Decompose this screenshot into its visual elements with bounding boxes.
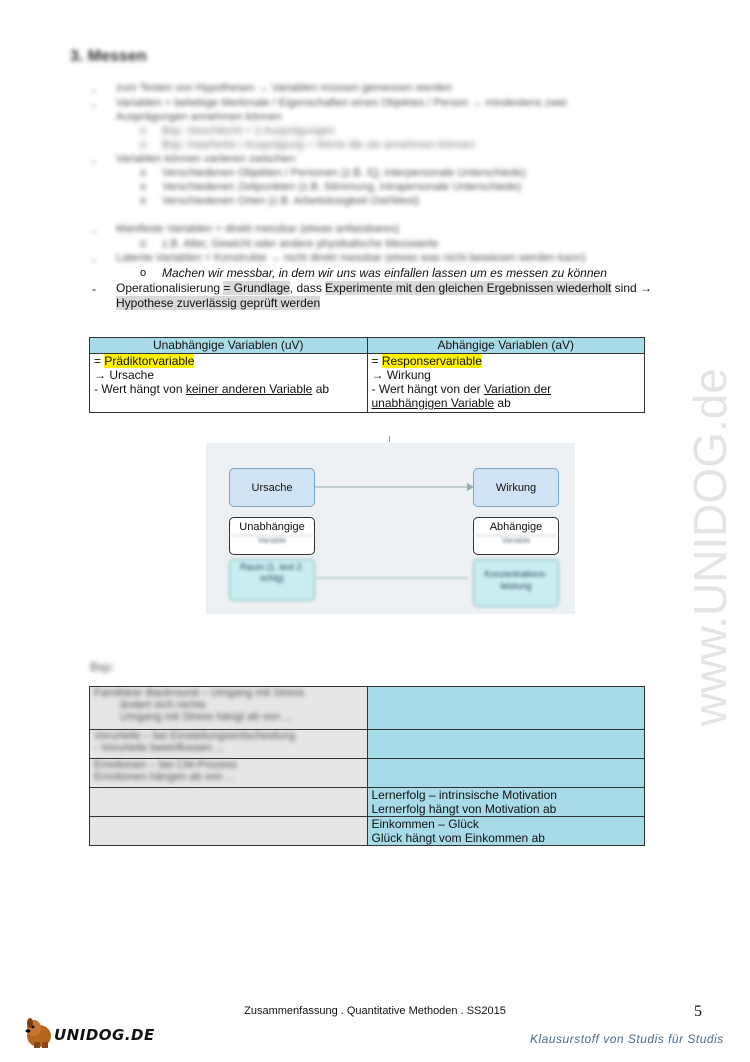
cell-text: - Wert hängt von — [94, 382, 186, 396]
table-cell — [367, 730, 645, 759]
cell-text: Emotionen hängen ab von ... — [94, 771, 235, 783]
bullet-dash: - — [92, 224, 96, 238]
bullet-line: Manifeste Variablen = direkt messbar (etwas anfassbares) — [116, 223, 400, 235]
op-term: Operationalisierung — [116, 281, 224, 295]
tagline: Klausurstoff von Studis für Studis — [530, 1032, 724, 1046]
bullet-line: Bsp: Haarfarbe / Ausprägung = Werte die sie annehmen können — [162, 139, 475, 151]
table-cell — [90, 354, 368, 413]
bullet-dash: - — [92, 98, 96, 112]
cell-text: Emotionen – bei CM-Prozess — [94, 759, 238, 771]
box-label: Konzentrations-leistung — [484, 569, 548, 591]
table-cell — [90, 730, 368, 759]
sub-bullet: o — [140, 167, 147, 179]
bullet-line: Bsp: Geschlecht = 2 Ausprägungen — [162, 125, 335, 137]
sub-bullet: o — [140, 267, 147, 279]
table-cell — [367, 759, 645, 788]
example-label: Bsp: — [90, 660, 115, 674]
bullet-line: z.B. Alter, Gewicht oder andere physikalische Messwerte — [162, 238, 439, 250]
cell-text: - Vorurteile beeinflussen ... — [94, 742, 225, 754]
sub-bullet: o — [140, 125, 147, 137]
independent-var-box — [229, 517, 315, 555]
sub-bullet: o — [140, 139, 147, 151]
bullet-dash: - — [92, 282, 96, 296]
box-label: Abhängige — [489, 521, 543, 533]
sub-bullet: o — [140, 195, 147, 207]
cell-text: Lernerfolg hängt von Motivation ab — [371, 802, 557, 816]
cell-highlight: Prädiktorvariable — [104, 354, 195, 368]
bullet-dash: - — [92, 154, 96, 168]
cell-text: → Wirkung — [371, 368, 431, 382]
example-table — [89, 686, 645, 846]
bullet-line: Latente Variablen = Konstrukte → nicht direkt messbar (etwas was nicht bewiesen werden kann) — [116, 252, 586, 264]
op-hypothese: Hypothese zuverlässig geprüft werden — [116, 296, 321, 310]
sub-bullet: o — [140, 238, 147, 250]
watermark: www.UNIDOG.de — [684, 368, 736, 726]
dependent-var-box — [473, 517, 559, 555]
box-label: Ursache — [251, 481, 293, 494]
cell-underline: unabhängigen Variable — [371, 396, 495, 410]
cell-text: = — [94, 354, 105, 368]
box-label: Raum (1. test 2. schlg) — [239, 562, 305, 583]
latent-subpoint: Machen wir messbar, in dem wir uns was einfallen lassen um es messen zu können — [162, 266, 607, 280]
variables-table — [89, 337, 645, 413]
sub-bullet: o — [140, 181, 147, 193]
table-cell — [367, 817, 645, 846]
op-text: sind → — [611, 281, 653, 295]
page-footer: Zusammenfassung . Quantitative Methoden . SS2015 — [244, 1005, 506, 1017]
logo-text: UNIDOG.DE — [54, 1026, 155, 1044]
bullet-line: Variablen = beliebige Merkmale / Eigenschaften eines Objektes / Person → mindestens zwei — [116, 97, 567, 109]
cause-box — [229, 468, 315, 507]
example-effect-box — [473, 559, 559, 607]
bullet-dash: - — [92, 253, 96, 267]
cell-text: Vorurteile – bei Einstellungsentscheidung — [94, 730, 296, 742]
cell-text: → Ursache — [94, 368, 155, 382]
dog-icon — [22, 1014, 56, 1050]
box-sublabel: Variable — [230, 535, 314, 545]
cell-highlight: Responservariable — [381, 354, 482, 368]
table-cell — [90, 788, 368, 817]
table-cell — [367, 788, 645, 817]
effect-box — [473, 468, 559, 507]
table-header: Abhängige Variablen (aV) — [367, 338, 645, 354]
diagram-tick — [389, 436, 390, 442]
cell-text: Glück hängt vom Einkommen ab — [371, 831, 545, 845]
op-grundlage: = Grundlage — [223, 281, 290, 295]
bullet-line: zum Testen von Hypothesen → Variablen müssen gemessen werden — [116, 82, 452, 94]
cell-text: ab — [312, 382, 330, 396]
table-cell — [90, 817, 368, 846]
bullet-line: Verschiedenen Objekten / Personen (z.B. IQ, interpersonale Unterschiede) — [162, 167, 526, 179]
table-header: Unabhängige Variablen (uV) — [90, 338, 368, 354]
page-number: 5 — [694, 1003, 702, 1020]
cell-underline: keiner anderen Variable — [185, 382, 313, 396]
example-cause-box — [229, 559, 315, 601]
box-label: Wirkung — [495, 481, 537, 494]
unidog-logo — [22, 1014, 155, 1050]
bullet-line: Ausprägungen annehmen können — [116, 111, 282, 123]
cell-text: Umgang mit Stress hängt ab von ... — [120, 711, 293, 723]
section-heading: 3. Messen — [70, 48, 147, 65]
cell-text: ändert sich nichts — [120, 699, 206, 711]
cell-text: ab — [494, 396, 511, 410]
table-cell — [367, 687, 645, 730]
cause-effect-diagram — [206, 443, 575, 614]
bullet-dash: - — [92, 83, 96, 97]
cell-text: = — [371, 354, 382, 368]
op-text: , dass — [289, 281, 326, 295]
bullet-line: Variablen können variieren zwischen: — [116, 153, 298, 165]
bullet-line: Verschiedenen Zeitpunkten (z.B. Stimmung, intrapersonale Unterschiede) — [162, 181, 521, 193]
table-cell — [90, 759, 368, 788]
operationalisierung-text — [116, 281, 686, 311]
cell-text: Einkommen – Glück — [371, 817, 479, 831]
cell-underline: Variation der — [484, 382, 552, 396]
bullet-line: Verschiedenen Orten (z.B. Arbeitslosigkeit Ost/West) — [162, 195, 420, 207]
table-cell — [367, 354, 645, 413]
cell-text: - Wert hängt von der — [371, 382, 484, 396]
cell-text: Familiärer Backround – Umgang mit Stress — [94, 687, 305, 699]
box-sublabel: Variable — [474, 535, 558, 545]
cell-text: Lernerfolg – intrinsische Motivation — [371, 788, 557, 802]
table-cell — [90, 687, 368, 730]
op-experimente: Experimente mit den gleichen Ergebnissen wiederholt — [325, 281, 612, 295]
box-label: Unabhängige — [239, 521, 305, 533]
